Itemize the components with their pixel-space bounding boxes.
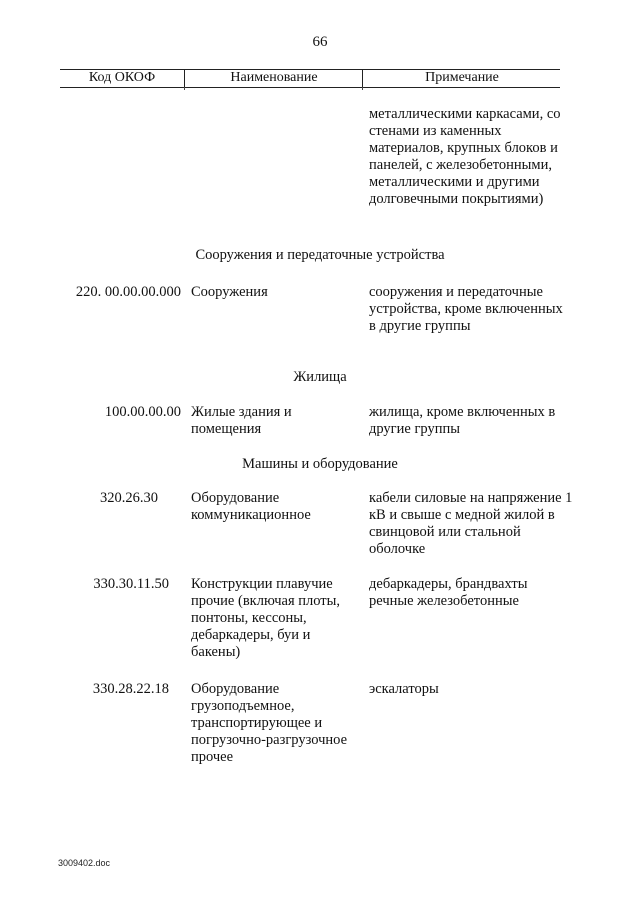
section-title: Жилища [293,369,347,385]
header-code: Код ОКОФ [88,70,156,85]
row-note: кабели силовые на напряжение 1 кВ и свыше с медной жилой в свинцовой или стальной оболочке [369,490,573,557]
row-name: Оборудование коммуникационное [191,490,311,523]
row-name: Конструкции плавучие прочие (включая плоты, понтоны, кессоны, дебаркадеры, буи и бакены) [191,576,341,660]
row-note: дебаркадеры, брандвахты речные железобетонные [369,576,528,609]
row-name: Сооружения [191,284,268,300]
row-note: жилища, кроме включенных в другие группы [369,404,556,437]
row-code: 320.26.30 [100,490,158,506]
row-note: эскалаторы [369,681,439,697]
continuation-note: металлическими каркасами, со стенами из каменных материалов, крупных блоков и панелей, с железобетонными, металлическими и другими долговечными покрытиями) [369,106,561,207]
row-code: 100.00.00.00 [104,404,181,420]
footer-filename: 3009402.doc [58,858,111,868]
row-code: 220. 00.00.00.000 [75,284,181,300]
header-name: Наименование [184,70,363,87]
section-title: Машины и оборудование [242,456,398,472]
header-divider-tick [362,87,363,90]
row-note: сооружения и передаточные устройства, кроме включенных в другие группы [369,284,563,334]
row-name: Жилые здания и помещения [191,404,292,437]
row-name: Оборудование грузоподъемное, транспортирующее и погрузочно-разгрузочное прочее [191,681,348,765]
header-divider-tick [184,87,185,90]
section-title: Сооружения и передаточные устройства [195,247,445,263]
header-note: Примечание [362,70,561,87]
table-header [60,69,560,88]
page-number: 66 [312,34,328,50]
row-code: 330.30.11.50 [93,576,169,592]
row-code: 330.28.22.18 [92,681,169,697]
